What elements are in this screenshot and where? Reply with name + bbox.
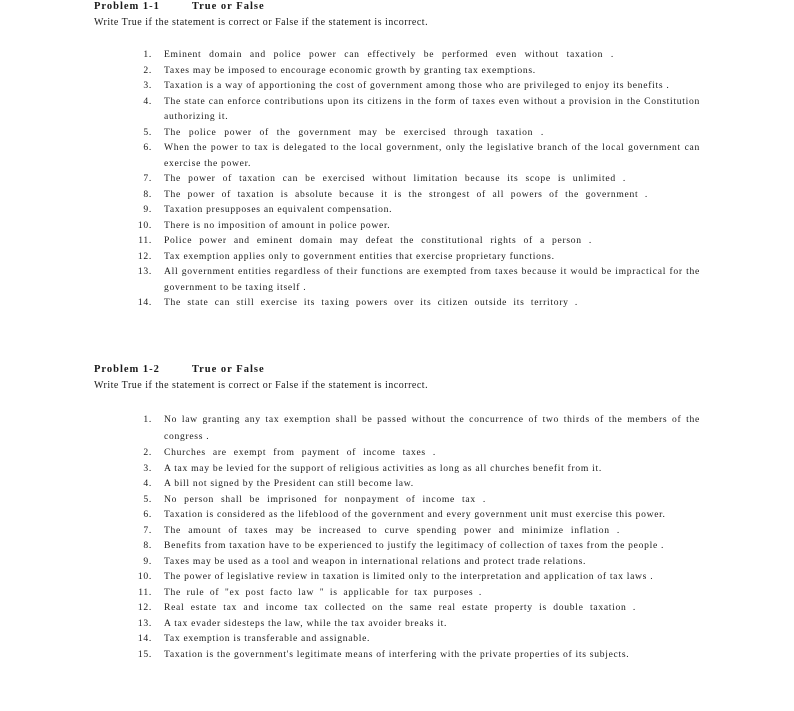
item-number: 11.: [138, 586, 152, 598]
item-text: There is no imposition of amount in police power.: [164, 219, 391, 231]
list-item: [0, 125, 794, 141]
list-item: [0, 295, 794, 311]
list-item: [0, 631, 794, 647]
item-text: The state can enforce contributions upon its citizens in the form of taxes even without a provision in the Constitution authorizing it.: [164, 95, 700, 122]
item-text: A bill not signed by the President can still become law.: [164, 478, 414, 489]
list-item: [0, 233, 794, 249]
item-number: 14.: [137, 297, 152, 308]
item-text: Real estate tax and income tax collected on the same real estate property is double taxation .: [164, 602, 636, 613]
item-number: 1.: [143, 49, 152, 60]
statement-list: [0, 411, 794, 662]
item-number: 9.: [143, 204, 152, 215]
item-number: 8.: [143, 188, 152, 200]
list-item: [0, 187, 794, 203]
problem-title: Problem 1-2: [94, 364, 160, 375]
list-item: [0, 249, 794, 265]
list-item: [0, 492, 794, 508]
list-item: [0, 78, 794, 94]
item-number: 5.: [143, 493, 152, 505]
list-item: [0, 476, 794, 492]
list-item: [0, 47, 794, 63]
item-text: The amount of taxes may be increased to curve spending power and minimize inflation .: [164, 524, 620, 536]
item-text: No law granting any tax exemption shall be passed without the concurrence of two thirds of the members of the congress .: [164, 414, 700, 442]
list-item: [0, 63, 794, 79]
item-number: 5.: [143, 126, 152, 138]
problem-type: True or False: [191, 364, 265, 375]
item-number: 7.: [143, 173, 152, 184]
problem-instruction: Write True if the statement is correct or False if the statement is incorrect.: [94, 17, 429, 28]
item-text: The state can still exercise its taxing powers over its citizen outside its territory .: [164, 297, 578, 308]
item-text: Taxation is the government's legitimate means of interfering with the private properties of its subjects.: [164, 648, 630, 660]
problem-title: Problem 1-1: [94, 1, 160, 12]
problem-type: True or False: [191, 1, 265, 12]
item-number: 6.: [143, 509, 152, 520]
item-text: Taxation presupposes an equivalent compensation.: [164, 204, 393, 215]
item-text: No person shall be imprisoned for nonpayment of income tax .: [164, 493, 486, 505]
item-text: A tax may be levied for the support of religious activities as long as all churches benefit from it.: [164, 462, 602, 474]
item-number: 4.: [143, 478, 152, 489]
item-number: 7.: [143, 524, 152, 536]
item-number: 8.: [143, 540, 152, 551]
item-number: 15.: [137, 648, 152, 660]
item-number: 13.: [137, 617, 152, 629]
item-number: 10.: [137, 571, 152, 582]
list-item: [0, 411, 794, 445]
item-text: The rule of "ex post facto law " is applicable for tax purposes .: [164, 586, 482, 598]
item-text: The police power of the government may be exercised through taxation .: [164, 126, 544, 138]
item-text: All government entities regardless of their functions are exempted from taxes because it would be impractical for the government to be taxing itself .: [164, 266, 700, 293]
list-item: [0, 585, 794, 601]
list-item: [0, 264, 794, 295]
item-number: 9.: [143, 555, 152, 567]
item-text: Benefits from taxation have to be experienced to justify the legitimacy of collection of taxes from the people .: [164, 540, 665, 551]
list-item: [0, 461, 794, 477]
list-item: [0, 600, 794, 616]
problem-heading: [94, 1, 265, 12]
item-text: A tax evader sidesteps the law, while the tax avoider breaks it.: [164, 617, 448, 629]
item-text: The power of taxation is absolute because it is the strongest of all powers of the government .: [164, 188, 648, 200]
list-item: [0, 140, 794, 171]
item-number: 2.: [143, 447, 152, 458]
list-item: [0, 202, 794, 218]
item-number: 1.: [143, 414, 152, 425]
list-item: [0, 171, 794, 187]
list-item: [0, 647, 794, 663]
list-item: [0, 218, 794, 234]
item-text: Tax exemption is transferable and assignable.: [164, 633, 371, 644]
item-text: The power of legislative review in taxation is limited only to the interpretation and application of tax laws .: [164, 571, 654, 582]
item-text: Taxes may be imposed to encourage economic growth by granting tax exemptions.: [164, 64, 536, 76]
item-text: When the power to tax is delegated to the local government, only the legislative branch of the local government can exercise the power.: [164, 142, 700, 169]
list-item: [0, 94, 794, 125]
item-number: 13.: [137, 266, 152, 277]
item-text: Tax exemption applies only to government entities that exercise proprietary functions.: [164, 250, 555, 262]
item-number: 3.: [143, 462, 152, 474]
problem-heading: [94, 364, 265, 375]
list-item: [0, 507, 794, 523]
list-item: [0, 538, 794, 554]
item-number: 14.: [137, 633, 152, 644]
item-text: The power of taxation can be exercised without limitation because its scope is unlimited .: [164, 173, 626, 184]
item-text: Taxation is considered as the lifeblood of the government and every government unit must exercise this power.: [164, 509, 666, 520]
item-number: 12.: [137, 602, 152, 613]
item-text: Churches are exempt from payment of income taxes .: [164, 447, 436, 458]
item-number: 4.: [143, 95, 152, 107]
item-number: 3.: [143, 80, 152, 91]
item-number: 10.: [137, 219, 152, 231]
item-number: 2.: [143, 64, 152, 76]
problem-instruction: Write True if the statement is correct or False if the statement is incorrect.: [94, 380, 429, 391]
list-item: [0, 523, 794, 539]
item-text: Taxation is a way of apportioning the cost of government among those who are privileged to enjoy its benefits .: [164, 80, 670, 91]
item-number: 11.: [138, 235, 152, 246]
item-text: Police power and eminent domain may defeat the constitutional rights of a person .: [164, 235, 592, 246]
list-item: [0, 616, 794, 632]
statement-list: [0, 47, 794, 311]
item-number: 12.: [137, 250, 152, 262]
list-item: [0, 445, 794, 461]
item-text: Eminent domain and police power can effectively be performed even without taxation .: [164, 49, 614, 60]
list-item: [0, 554, 794, 570]
list-item: [0, 569, 794, 585]
item-number: 6.: [143, 142, 152, 153]
item-text: Taxes may be used as a tool and weapon in international relations and protect trade relations.: [164, 555, 587, 567]
